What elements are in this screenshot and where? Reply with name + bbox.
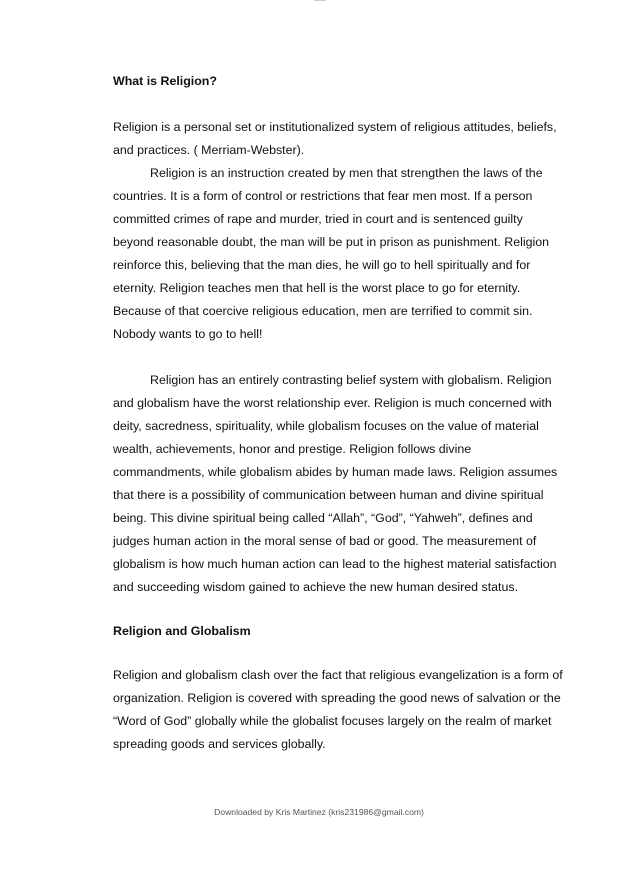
paragraph-clash: Religion and globalism clash over the fact that religious evangelization is a form of organization. Religion is covered with spreading the good news of salvation or the “Word of God” globally while the globalist focuses largely on the realm of market spreading goods and services globally. — [113, 668, 563, 751]
paragraph-religion-vs-globalism: Religion has an entirely contrasting belief system with globalism. Religion and globalism have the worst relationship ever. Religion is much concerned with deity, sacredness, spirituality, while globalism focuses on the value of material wealth, achievements, honor and prestige. Religion follows divine commandments, while globalism abides by human made laws. Religion assumes that there is a possibility of communication between human and divine spiritual being. This divine spiritual being called “Allah”, “God”, “Yahweh”, defines and judges human action in the moral sense of bad or good. The measurement of globalism is how much human action can lead to the highest material satisfaction and succeeding wisdom gained to achieve the new human desired status. — [113, 373, 558, 594]
page-top-mark — [314, 0, 326, 1]
heading-what-is-religion: What is Religion? — [113, 74, 217, 88]
paragraph-definition: Religion is a personal set or institutionalized system of religious attitudes, beliefs, and practices. ( Merriam-Webster). — [113, 120, 557, 157]
heading-religion-and-globalism: Religion and Globalism — [113, 624, 251, 638]
document-body — [113, 70, 563, 756]
download-footer: Downloaded by Kris Martinez (kris231986@gmail.com) — [214, 807, 424, 817]
paragraph-religion-instruction: Religion is an instruction created by men that strengthen the laws of the countries. It is a form of control or restrictions that fear men most. If a person committed crimes of rape and murder, tried in court and is sentenced guilty beyond reasonable doubt, the man will be put in prison as punishment. Religion reinforce this, believing that the man dies, he will go to hell spiritually and for eternity. Religion teaches men that hell is the worst place to go for eternity. Because of that coercive religious education, men are terrified to commit sin. Nobody wants to go to hell! — [113, 166, 550, 341]
